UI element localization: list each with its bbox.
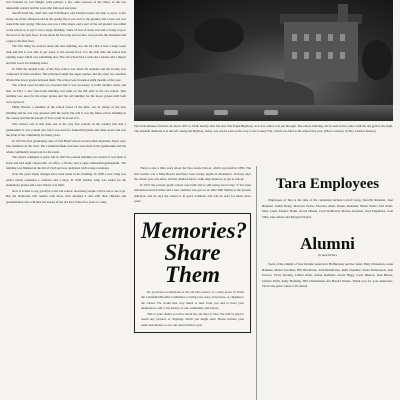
middle-article	[134, 166, 251, 205]
photo-tree	[144, 30, 184, 60]
memories-paragraph: This is your chance to tell us about the old days at Tara. We will be glad to return any pictures or clippings which you might send. Please include your name and address so we can return them to you.	[141, 311, 244, 327]
middle-column	[134, 166, 251, 400]
photo-tree	[362, 40, 392, 80]
alumni-heading: Alumni	[300, 234, 355, 253]
alumni-byline: by Ann Peters	[318, 253, 337, 257]
alumni-text: Some of the alumni of Tara include Genevieve Hoffmeister and her sister, Betty Dickerson, Gene Hankins, Mabel Teachner, Bill Blackburn, John Burkholder, Ruth Chandler, Stella Richardson, Jean Powers, Vicky Sterling, Lillian Oxler, Arthur Redfield, Gloria Hogg, Carol Hanson, Jean Barber, Charles Pettit, Kelly Henning, Bill Christiansen and Harold Weeks. Thank you for your memories. Tara is the place where it all started.	[262, 262, 393, 288]
left-paragraph: was founded by Lee Haight, (and perhaps a few other persons of the time), in the late nineteenth century and the years that followed and grew.	[6, 0, 126, 10]
photo-car	[164, 110, 178, 115]
left-paragraph: Sheriff Tarm Mc, chief Jim, and Will Boater, and Charles Grant, all came to serve. A fire broke out in the afternoon and in the spring fire it was torn to the ground, and a new one was started the next spring. The new one was a little larger, and a part of the old ground was added to the school so to say it was a larger building. Some 25 feet of stone was laid to bring it up to the level of the next floor. It was about 60 feet long and a boiler was put into the basement and a pipe to the first floor.	[6, 11, 126, 43]
left-article-column	[6, 0, 126, 400]
aerial-school-photo	[134, 0, 393, 121]
photo-window	[316, 34, 321, 41]
photo-window	[292, 52, 297, 59]
photo-window	[304, 34, 309, 41]
middle-paragraph: In 1937 the present grade school was built and is still being used today. It has been remodeled several times and a new addition was put on in 1962. Bill Mathis is the present principal, and he says the school is in good condition and will be used for many more years.	[134, 182, 251, 203]
left-paragraph: In 1905 the student body of the Tara school was about 50 students and the faculty was composed of three teachers. The principal taught the upper grades, and the other two teachers divided the lower grades between them. The school was in session eight months of the year.	[6, 66, 126, 82]
photo-window	[304, 52, 309, 59]
left-paragraph: Now it is time to say goodbye to the old school, and many people will be sad to see it go. But the memories will remain with those who attended it and with their children and grandchildren who will hear the stories of the old Tara School for years to come.	[6, 188, 126, 204]
memories-heading-line2: Share Them	[164, 239, 221, 287]
photo-window	[340, 52, 345, 59]
left-paragraph: The school soon became too crowded and it was necessary to build another room, and later in 1912 a new four-room building was built on the hill next to the old school. This building was used for the upper grades and the old building for the lower grades until both were replaced.	[6, 83, 126, 104]
photo-window	[292, 34, 297, 41]
right-column	[262, 166, 393, 400]
left-paragraph: Over the years many changes have been made in the building. In 1950 a new wing was added which contained a cafeteria and a shop. In 1958 another wing was added for the elementary grades and a new library was built.	[6, 171, 126, 188]
employees-heading: Tara Employees	[275, 176, 380, 192]
left-paragraph: Tara School was at that time one of the very few schools in the country that had a gymnasium. It was a small one, but it was used for basketball games and other sports and was the pride of the community for many years.	[6, 122, 126, 138]
left-paragraph: The first thing we noticed about the new building was the fact that it had a large water tank and that it was able to get water to the second floor. For the first time the school had running water which was something new. The old school had a well and a bucket and a dipper and that was it for drinking water.	[6, 44, 126, 66]
employees-text: Employees of Tara at the time of the centennial include Carroll Long, Dorothy Rinehart, Jean Brannen, Judith Haley, Maxwell Dobie, Florence Rash, Donna Kirkland, Helen Wolfe, Earl Kraft, Mary Lund, Eleanor Holm, Gloria Hauser, Cecil Rohrbach, Marion Garrison, Paul Engelhorn, Joan Sims, Jane Albert and Morgan Frigard.	[262, 198, 393, 219]
left-paragraph: The school continued to grow and in 1925 the present building was started. It was built of brick and had eight classrooms, an office, a library and a large auditorium-gymnasium. The building was finished in the fall of 1926 and was dedicated with a large ceremony.	[6, 155, 126, 171]
photo-tower	[338, 4, 348, 24]
middle-paragraph: There is also a little story about the Tara Grade School, which was built in 1883. The first teacher was a Miss Brown and there were twenty pupils in attendance. In those days the school year was short, and the children had to walk long distances to get to school.	[134, 166, 251, 181]
left-paragraph: Philip Warren, a member of the school board of the time, was in charge of the new building and he was very pleased with the result. He said it was the finest school building in the county and that the people of Tara could be proud of it.	[6, 105, 126, 121]
memories-box	[134, 213, 251, 334]
column-divider	[256, 166, 257, 400]
photo-tree	[194, 18, 244, 52]
photo-window	[316, 52, 321, 59]
photo-window	[328, 52, 333, 59]
photo-window	[328, 34, 333, 41]
memories-heading-line1: Memories?	[141, 217, 248, 243]
memories-heading	[141, 217, 248, 287]
photo-window	[340, 34, 345, 41]
memories-paragraph: Do you have recollections of the old Tara school, or a story about it? Write the Centennial Booklet Committee or bring your story, old picture, or clipping to the school. We would like very much to hear from you and to have your memories to add to the history of our community and school.	[141, 289, 245, 310]
photo-car	[264, 110, 278, 115]
photo-car	[214, 110, 228, 115]
photo-caption: Tara Schoolhouse from the air about 1957 or 1958, shortly after the new War Eagle Highway, as it was called, was put through. The school building can be seen in the center with the old gym to the right. The baseball diamond is at the left. Along the highway, many cars can be seen on the way to the County Fair, which was held at the school that year. (Photo courtesy of Mrs. Charles Krause)	[134, 124, 393, 134]
left-paragraph: In 1915 the first graduating class of Tara High School received their diplomas. There were four members in the class. The commencement exercises were held in the gymnasium and the whole community turned out for the event.	[6, 138, 126, 154]
